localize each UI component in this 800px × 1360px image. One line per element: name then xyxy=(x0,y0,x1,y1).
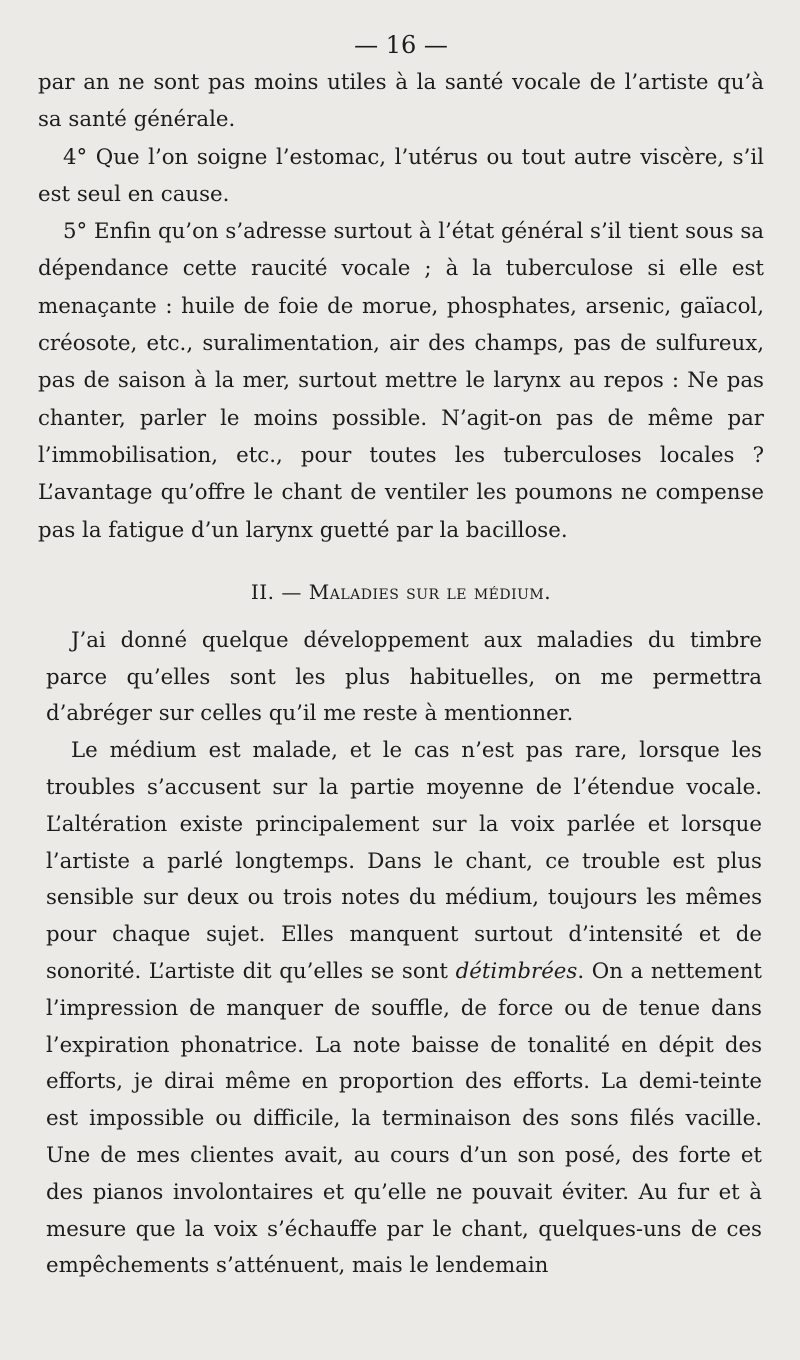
paragraph-item-5: 5° Enfin qu’on s’adresse surtout à l’état général s’il tient sous sa dépendance cette raucité vocale ; à la tuberculose si elle est menaçante : huile de foie de morue, phosphates, arsenic, gaïacol, créosote, etc., suralimentation, air des champs, pas de sulfureux, pas de saison à la mer, surtout mettre le larynx au repos : Ne pas chanter, parler le moins possible. N’agit-on pas de même par l’immobilisation, etc., pour toutes les tuberculoses locales ? L’avantage qu’offre le chant de ventiler les poumons ne compense pas la fatigue d’un larynx guetté par la bacillose. xyxy=(38,219,764,543)
paragraph-intro: J’ai donné quelque développement aux maladies du timbre parce qu’elles sont les plus habituelles, on me permettra d’abréger sur celles qu’il me reste à mentionner. xyxy=(46,627,762,727)
paragraph-continuation: par an ne sont pas moins utiles à la santé vocale de l’artiste qu’à sa santé générale. xyxy=(38,70,764,133)
section-heading-number: II. — xyxy=(250,579,309,604)
page-number: — 16 — xyxy=(354,31,448,59)
paragraph-item-4: 4° Que l’on soigne l’estomac, l’utérus ou tout autre viscère, s’il est seul en cause. xyxy=(38,144,764,207)
paragraph-medium xyxy=(38,733,764,1285)
section-heading-title: Maladies sur le médium. xyxy=(308,579,552,604)
paragraph-medium-text-2: . On a nettement l’impression de manquer de souffle, de force ou de tenue dans l’expiration phonatrice. La note baisse de tonalité en dépit des efforts, je dirai même en proportion des efforts. La demi-teinte est impossible ou difficile, la terminaison des sons filés vacille. Une de mes clientes avait, au cours d’un son posé, des forte et des pianos involontaires et qu’elle ne pouvait éviter. Au fur et à mesure que la voix s’échauffe par le chant, quelques-uns de ces empêchements s’atténuent, mais le lendemain xyxy=(46,959,762,1279)
paragraph-medium-text-1: Le médium est malade, et le cas n’est pas rare, lorsque les troubles s’accusent sur la partie moyenne de l’étendue vocale. L’altération existe principalement sur la voix parlée et lorsque l’artiste a parlé longtemps. Dans le chant, ce trouble est plus sensible sur deux ou trois notes du médium, toujours les mêmes pour chaque sujet. Elles manquent surtout d’intensité et de sonorité. L’artiste dit qu’elles se sont xyxy=(46,738,762,985)
section-heading xyxy=(38,574,764,611)
emphasis-term: détimbrées xyxy=(455,959,578,985)
